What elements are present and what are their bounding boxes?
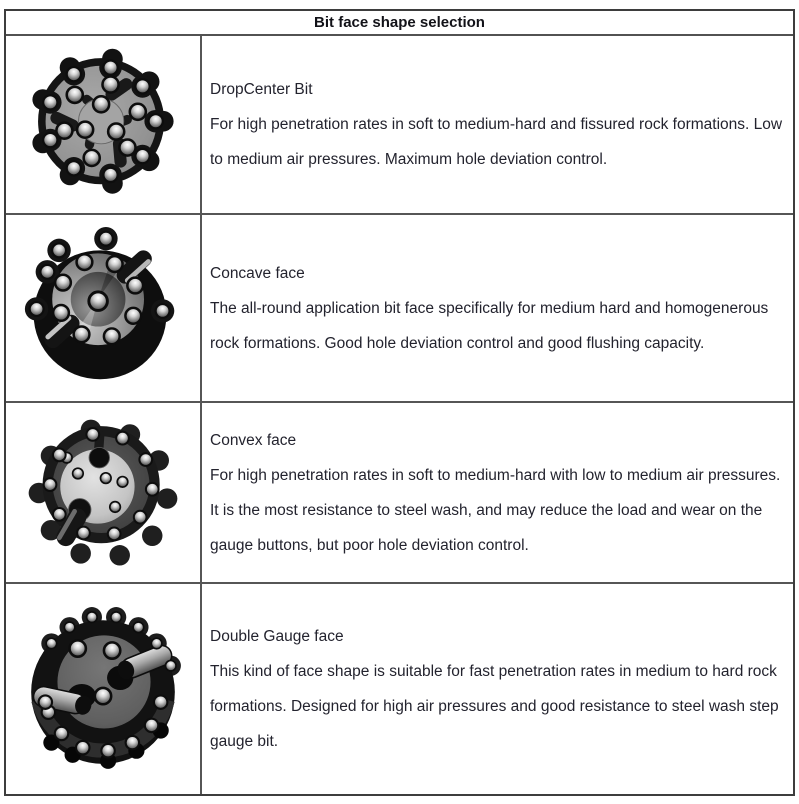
bit-name: Double Gauge face <box>210 628 344 645</box>
bit-image-cell <box>6 403 202 582</box>
bit-description: The all-round application bit face specifically for medium hard and homogenerous rock formations. Good hole deviation control and good flushing capacity. <box>210 299 769 352</box>
bit-description: For high penetration rates in soft to medium-hard and fissured rock formations. Low to medium air pressures. Maximum hole deviation control. <box>210 116 783 168</box>
bit-description: For high penetration rates in soft to medium-hard with low to medium air pressures. It is the most resistance to steel wash, and may reduce the load and wear on the gauge buttons, but poor hole deviation control. <box>210 466 781 554</box>
bit-name: Convex face <box>210 431 297 449</box>
table-row <box>6 403 793 584</box>
dropcenter-bit-image <box>23 45 183 205</box>
bit-image-cell <box>6 215 202 401</box>
table-title-text: Bit face shape selection <box>314 14 485 31</box>
bit-image-cell <box>6 36 202 213</box>
bit-description: This kind of face shape is suitable for fast penetration rates in medium to hard rock formations. Designed for high air pressures and good resistance to steel wash step gauge bit. <box>210 663 779 750</box>
double-gauge-face-bit-image <box>17 603 189 775</box>
bit-name: DropCenter Bit <box>210 81 313 98</box>
table-row <box>6 215 793 403</box>
table-row <box>6 584 793 794</box>
bit-text-cell <box>202 36 793 213</box>
convex-face-bit-image <box>24 414 182 572</box>
bit-image-cell <box>6 584 202 794</box>
bit-face-selection-table <box>4 9 795 796</box>
bit-text-cell <box>202 584 793 794</box>
bit-text-cell <box>202 215 793 401</box>
concave-face-bit-image <box>20 225 186 391</box>
table-title <box>6 11 793 36</box>
bit-text-cell <box>202 403 793 582</box>
bit-name: Concave face <box>210 264 305 282</box>
table-row <box>6 36 793 215</box>
